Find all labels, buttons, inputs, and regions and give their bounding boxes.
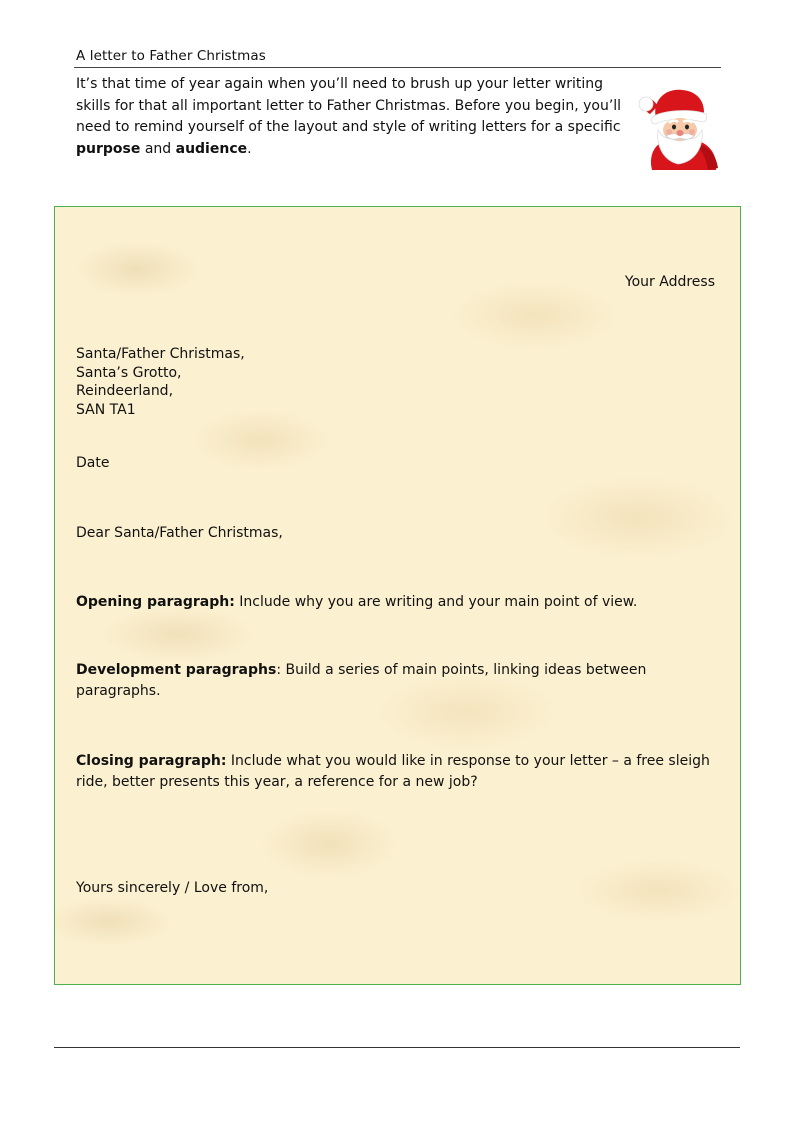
- intro-and: and: [140, 140, 176, 157]
- development-label: Development paragraphs: [76, 662, 277, 678]
- intro-end: .: [247, 140, 252, 157]
- opening-text: Include why you are writing and your main point of view.: [234, 594, 638, 610]
- closing-text: Include what you would like in response to your letter – a free sleigh ride, better presents this year, a reference for a new job?: [76, 753, 710, 790]
- opening-label: Opening paragraph:: [76, 594, 235, 610]
- closing-label: Closing paragraph:: [76, 753, 227, 769]
- opening-paragraph: [76, 592, 721, 613]
- recipient-line: Santa/Father Christmas,: [76, 346, 245, 362]
- your-address: Your Address: [624, 274, 715, 290]
- santa-claus-icon: [638, 84, 722, 170]
- development-text: : Build a series of main points, linking ideas between paragraphs.: [76, 662, 647, 699]
- development-paragraph: [76, 660, 721, 702]
- letter-template-box: [54, 206, 741, 985]
- recipient-line: Reindeerland,: [76, 383, 174, 399]
- recipient-line: Santa’s Grotto,: [76, 364, 182, 381]
- intro-paragraph: [76, 74, 636, 160]
- header-divider: [74, 67, 721, 68]
- page-title: A letter to Father Christmas: [76, 48, 266, 64]
- footer-divider: [54, 1047, 740, 1048]
- closing-paragraph: [76, 751, 721, 793]
- intro-audience: audience: [175, 140, 248, 157]
- letter-greeting: Dear Santa/Father Christmas,: [76, 525, 283, 541]
- intro-text: It’s that time of year again when you’ll need to brush up your letter writing skills for that all important letter to Father Christmas. Before you begin, you’ll need to remind yourself of the layout and style of writing letters for a specific: [76, 76, 622, 135]
- recipient-address: [76, 345, 245, 419]
- letter-signoff: Yours sincerely / Love from,: [76, 880, 269, 896]
- letter-date: Date: [76, 455, 110, 471]
- recipient-line: SAN TA1: [76, 401, 136, 418]
- intro-purpose: purpose: [76, 140, 141, 157]
